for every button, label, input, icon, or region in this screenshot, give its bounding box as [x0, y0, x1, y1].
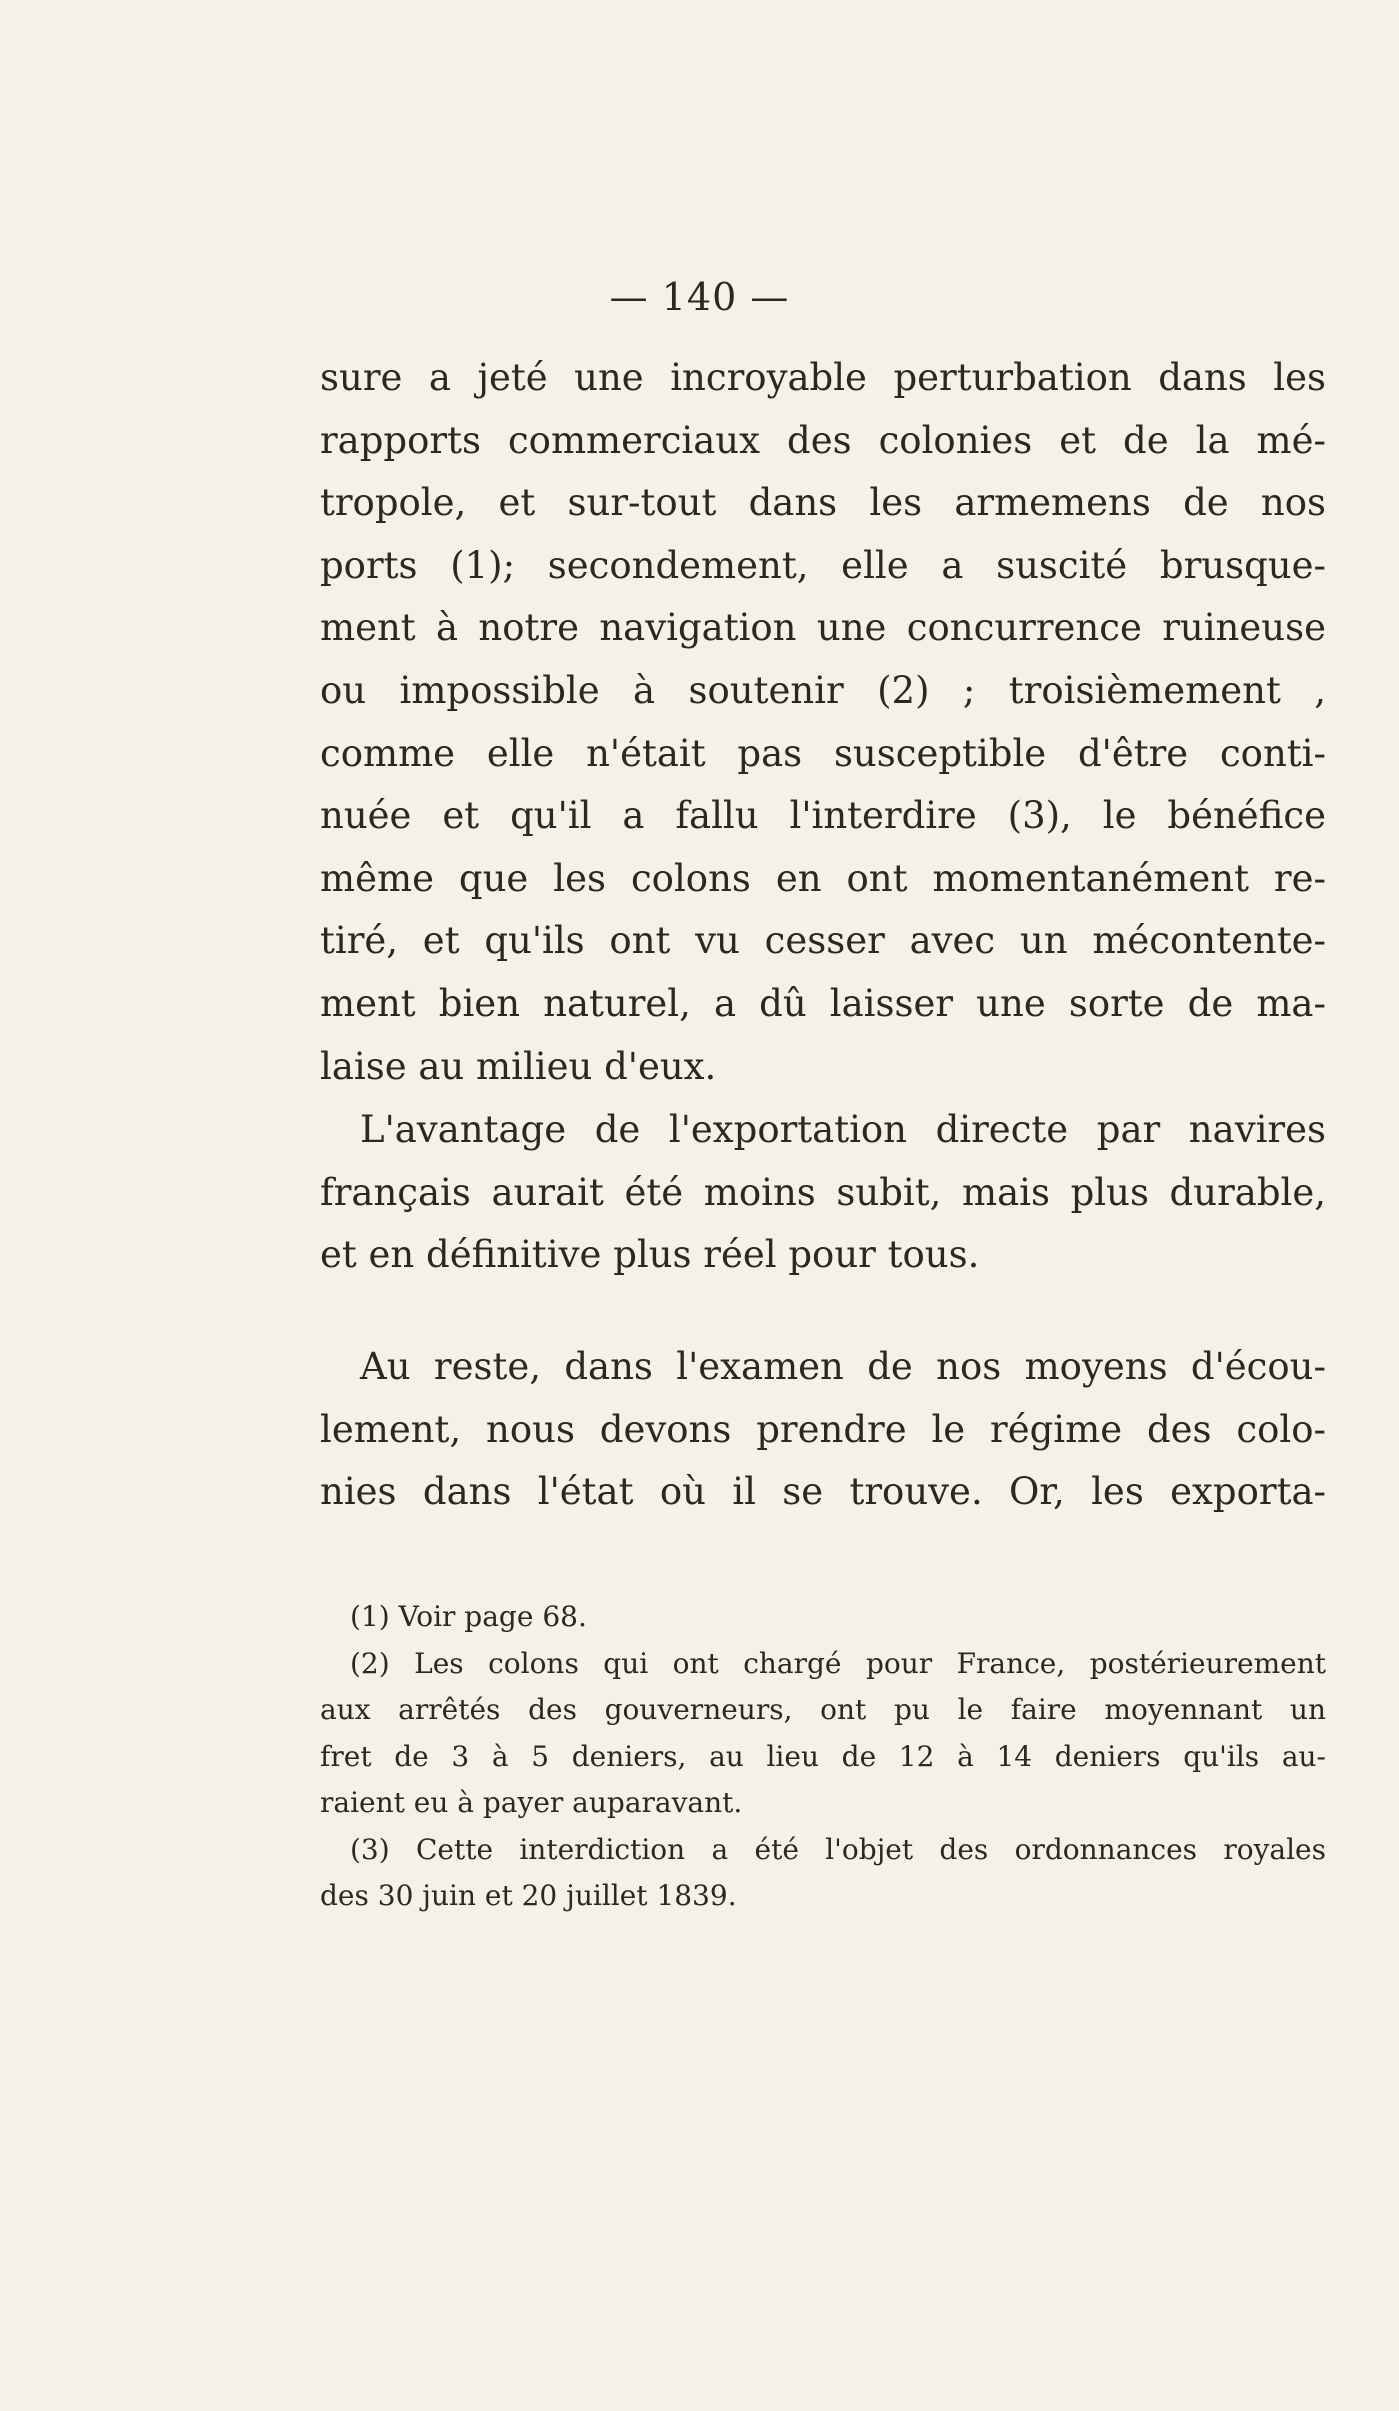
- text-line: Au reste, dans l'examen de nos moyens d'écou-: [360, 1345, 1326, 1388]
- text-line: ou impossible à soutenir (2) ; troisièmement ,: [320, 668, 1326, 712]
- text-line: et en définitive plus réel pour tous.: [320, 1233, 980, 1277]
- text-line: L'avantage de l'exportation directe par navires: [360, 1108, 1326, 1151]
- text-line: même que les colons en ont momentanément re-: [320, 856, 1326, 900]
- footnote-3-line: des 30 juin et 20 juillet 1839.: [320, 1879, 737, 1912]
- paragraph-continuation: [320, 347, 1326, 1098]
- text-line: comme elle n'était pas susceptible d'être conti-: [320, 731, 1326, 775]
- text-line: ment bien naturel, a dû laisser une sorte de ma-: [320, 981, 1326, 1025]
- footnote-3: (3) Cette interdiction a été l'objet des ordonnances royales: [350, 1832, 1326, 1866]
- paragraph-au-reste: [320, 1336, 1326, 1524]
- footnote-2: (2) Les colons qui ont chargé pour France, postérieurement: [350, 1646, 1326, 1680]
- text-line: sure a jeté une incroyable perturbation dans les: [320, 356, 1326, 399]
- footnote-2-line: raient eu à payer auparavant.: [320, 1786, 743, 1819]
- footnote-2-line: aux arrêtés des gouverneurs, ont pu le faire moyennant un: [320, 1693, 1326, 1726]
- page-number: — 140 —: [609, 275, 790, 319]
- footnotes: [320, 1594, 1326, 1920]
- paragraph-avantage: [320, 1099, 1326, 1287]
- text-line: tropole, et sur-tout dans les armemens de nos: [320, 481, 1326, 525]
- footnote-1: (1) Voir page 68.: [350, 1600, 587, 1633]
- text-line: lement, nous devons prendre le régime des colo-: [320, 1407, 1326, 1451]
- text-line: laise au milieu d'eux.: [320, 1044, 717, 1088]
- text-line: ports (1); secondement, elle a suscité brusque-: [320, 543, 1326, 587]
- text-line: rapports commerciaux des colonies et de la mé-: [320, 418, 1326, 462]
- text-line: nies dans l'état où il se trouve. Or, les exporta-: [320, 1470, 1326, 1514]
- footnote-2-line: fret de 3 à 5 deniers, au lieu de 12 à 14 deniers qu'ils au-: [320, 1739, 1326, 1773]
- text-line: français aurait été moins subit, mais plus durable,: [320, 1170, 1326, 1214]
- text-line: ment à notre navigation une concurrence ruineuse: [320, 606, 1326, 650]
- text-line: tiré, et qu'ils ont vu cesser avec un mécontente-: [320, 919, 1326, 963]
- text-line: nuée et qu'il a fallu l'interdire (3), le bénéfice: [320, 794, 1326, 838]
